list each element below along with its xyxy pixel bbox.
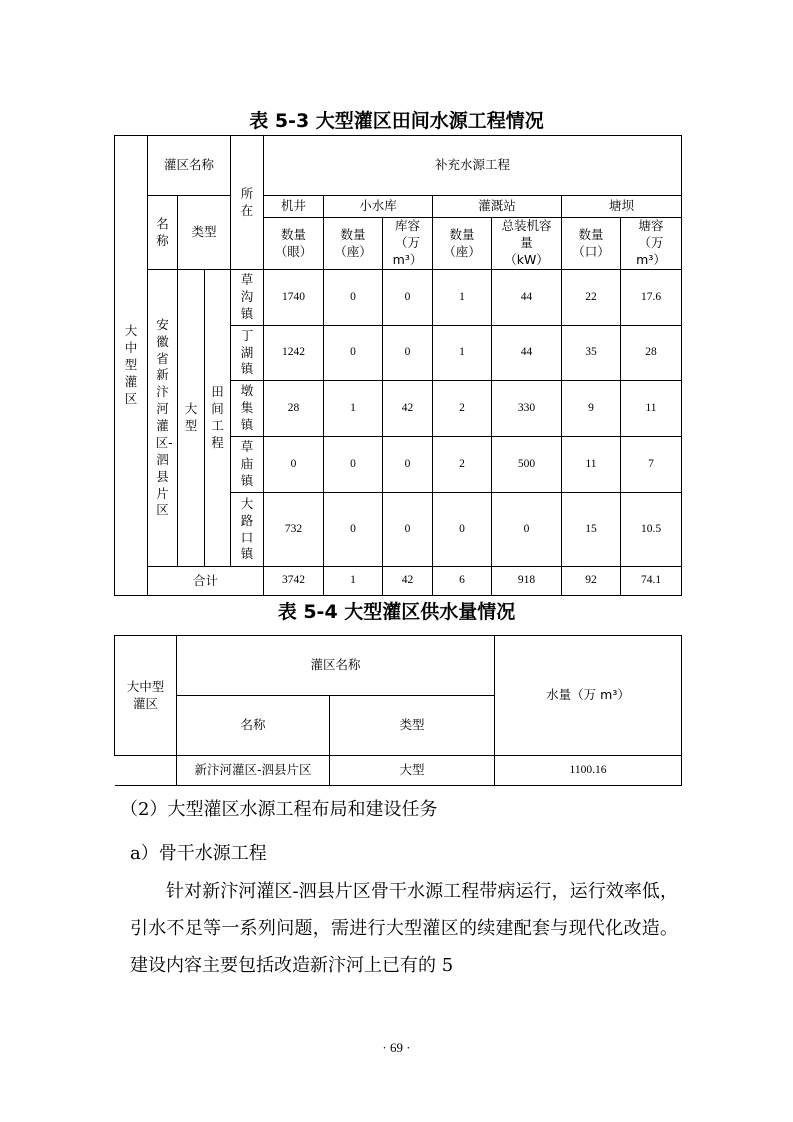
pond-capacity-cell: 11 [621, 381, 682, 437]
total-label: 合计 [148, 567, 264, 596]
wells-count-header: 数量（眼） [264, 218, 324, 270]
res-count-cell: 0 [324, 493, 383, 567]
supply-header: 补充水源工程 [264, 136, 682, 196]
res-count-total: 1 [324, 567, 383, 596]
name-header: 名称 [148, 196, 178, 270]
table-row [115, 270, 682, 326]
res-capacity-cell: 0 [383, 270, 433, 326]
res-capacity-cell: 0 [383, 326, 433, 381]
wells-cell: 1242 [264, 326, 324, 381]
pump-capacity-cell: 44 [492, 270, 562, 326]
pump-count-header: 数量（座） [433, 218, 492, 270]
pump-count-cell: 1 [433, 326, 492, 381]
table-5-4-title: 表 5-4 大型灌区供水量情况 [277, 601, 516, 623]
district-type-cell: 大型 [330, 756, 495, 786]
town-cell: 草沟镇 [231, 270, 264, 326]
pump-count-cell: 0 [433, 493, 492, 567]
res-count-cell: 0 [324, 326, 383, 381]
body-paragraph: 针对新汴河灌区-泗县片区骨干水源工程带病运行，运行效率低，引水不足等一系列问题，需进行大型灌区的续建配套与现代化改造。建设内容主要包括改造新汴河上已有的 5 [130, 881, 678, 976]
reservoirs-header: 小水库 [324, 196, 433, 218]
res-capacity-total: 42 [383, 567, 433, 596]
pond-capacity-cell: 7 [621, 437, 682, 493]
wells-total: 3742 [264, 567, 324, 596]
table-row [115, 756, 682, 786]
res-count-cell: 0 [324, 270, 383, 326]
pump-count-total: 6 [433, 567, 492, 596]
wells-header: 机井 [264, 196, 324, 218]
wells-cell: 732 [264, 493, 324, 567]
town-cell: 草庙镇 [231, 437, 264, 493]
pond-count-cell: 22 [562, 270, 621, 326]
res-capacity-cell: 42 [383, 381, 433, 437]
district-name-cell: 新汴河灌区-泗县片区 [177, 756, 330, 786]
pond-count-header: 数量（口） [562, 218, 621, 270]
category-cell: 大中型灌区 [115, 136, 148, 596]
pump-capacity-cell: 44 [492, 326, 562, 381]
pump-count-cell: 2 [433, 437, 492, 493]
res-capacity-header: 库容（万m³） [383, 218, 433, 270]
pond-capacity-header: 塘容（万m³） [621, 218, 682, 270]
pump-count-cell: 1 [433, 270, 492, 326]
res-capacity-cell: 0 [383, 493, 433, 567]
total-row [115, 567, 682, 596]
pond-count-cell: 9 [562, 381, 621, 437]
pond-count-total: 92 [562, 567, 621, 596]
pump-capacity-cell: 330 [492, 381, 562, 437]
pond-count-cell: 35 [562, 326, 621, 381]
volume-header: 水量（万 m³） [495, 636, 682, 756]
town-cell: 丁湖镇 [231, 326, 264, 381]
pond-capacity-total: 74.1 [621, 567, 682, 596]
res-count-cell: 1 [324, 381, 383, 437]
pond-capacity-cell: 28 [621, 326, 682, 381]
table-5-3-title: 表 5-3 大型灌区田间水源工程情况 [249, 110, 544, 132]
pond-capacity-cell: 10.5 [621, 493, 682, 567]
page-number: · 69 · [382, 1040, 411, 1055]
wells-cell: 28 [264, 381, 324, 437]
town-cell: 大路口镇 [231, 493, 264, 567]
res-count-cell: 0 [324, 437, 383, 493]
table-5-4 [114, 635, 682, 786]
district-type-cell: 大型 [178, 270, 205, 567]
pump-capacity-cell: 0 [492, 493, 562, 567]
section-heading: （2）大型灌区水源工程布局和建设任务 [120, 799, 438, 820]
town-cell: 墩集镇 [231, 381, 264, 437]
pump-capacity-header: 总装机容量（kW） [492, 218, 562, 270]
pump-stations-header: 灌溉站 [433, 196, 562, 218]
res-capacity-cell: 0 [383, 437, 433, 493]
res-count-header: 数量（座） [324, 218, 383, 270]
pump-capacity-total: 918 [492, 567, 562, 596]
location-header: 所在 [231, 136, 264, 270]
district-cell: 安徽省新汴河灌区-泗县片区 [148, 270, 178, 567]
pump-capacity-cell: 500 [492, 437, 562, 493]
wells-cell: 1740 [264, 270, 324, 326]
ponds-header: 塘坝 [562, 196, 682, 218]
district-name-header: 灌区名称 [177, 636, 495, 696]
pond-count-cell: 11 [562, 437, 621, 493]
table-5-3 [114, 135, 682, 596]
pump-count-cell: 2 [433, 381, 492, 437]
pond-capacity-cell: 17.6 [621, 270, 682, 326]
type-header: 类型 [330, 696, 495, 756]
project-cell: 田间工程 [205, 270, 231, 567]
volume-cell: 1100.16 [495, 756, 682, 786]
district-name-header: 灌区名称 [148, 136, 231, 196]
type-header: 类型 [178, 196, 231, 270]
category-cell: 大中型灌区 [115, 636, 177, 756]
sub-heading: a）骨干水源工程 [130, 843, 267, 864]
name-header: 名称 [177, 696, 330, 756]
pond-count-cell: 15 [562, 493, 621, 567]
wells-cell: 0 [264, 437, 324, 493]
